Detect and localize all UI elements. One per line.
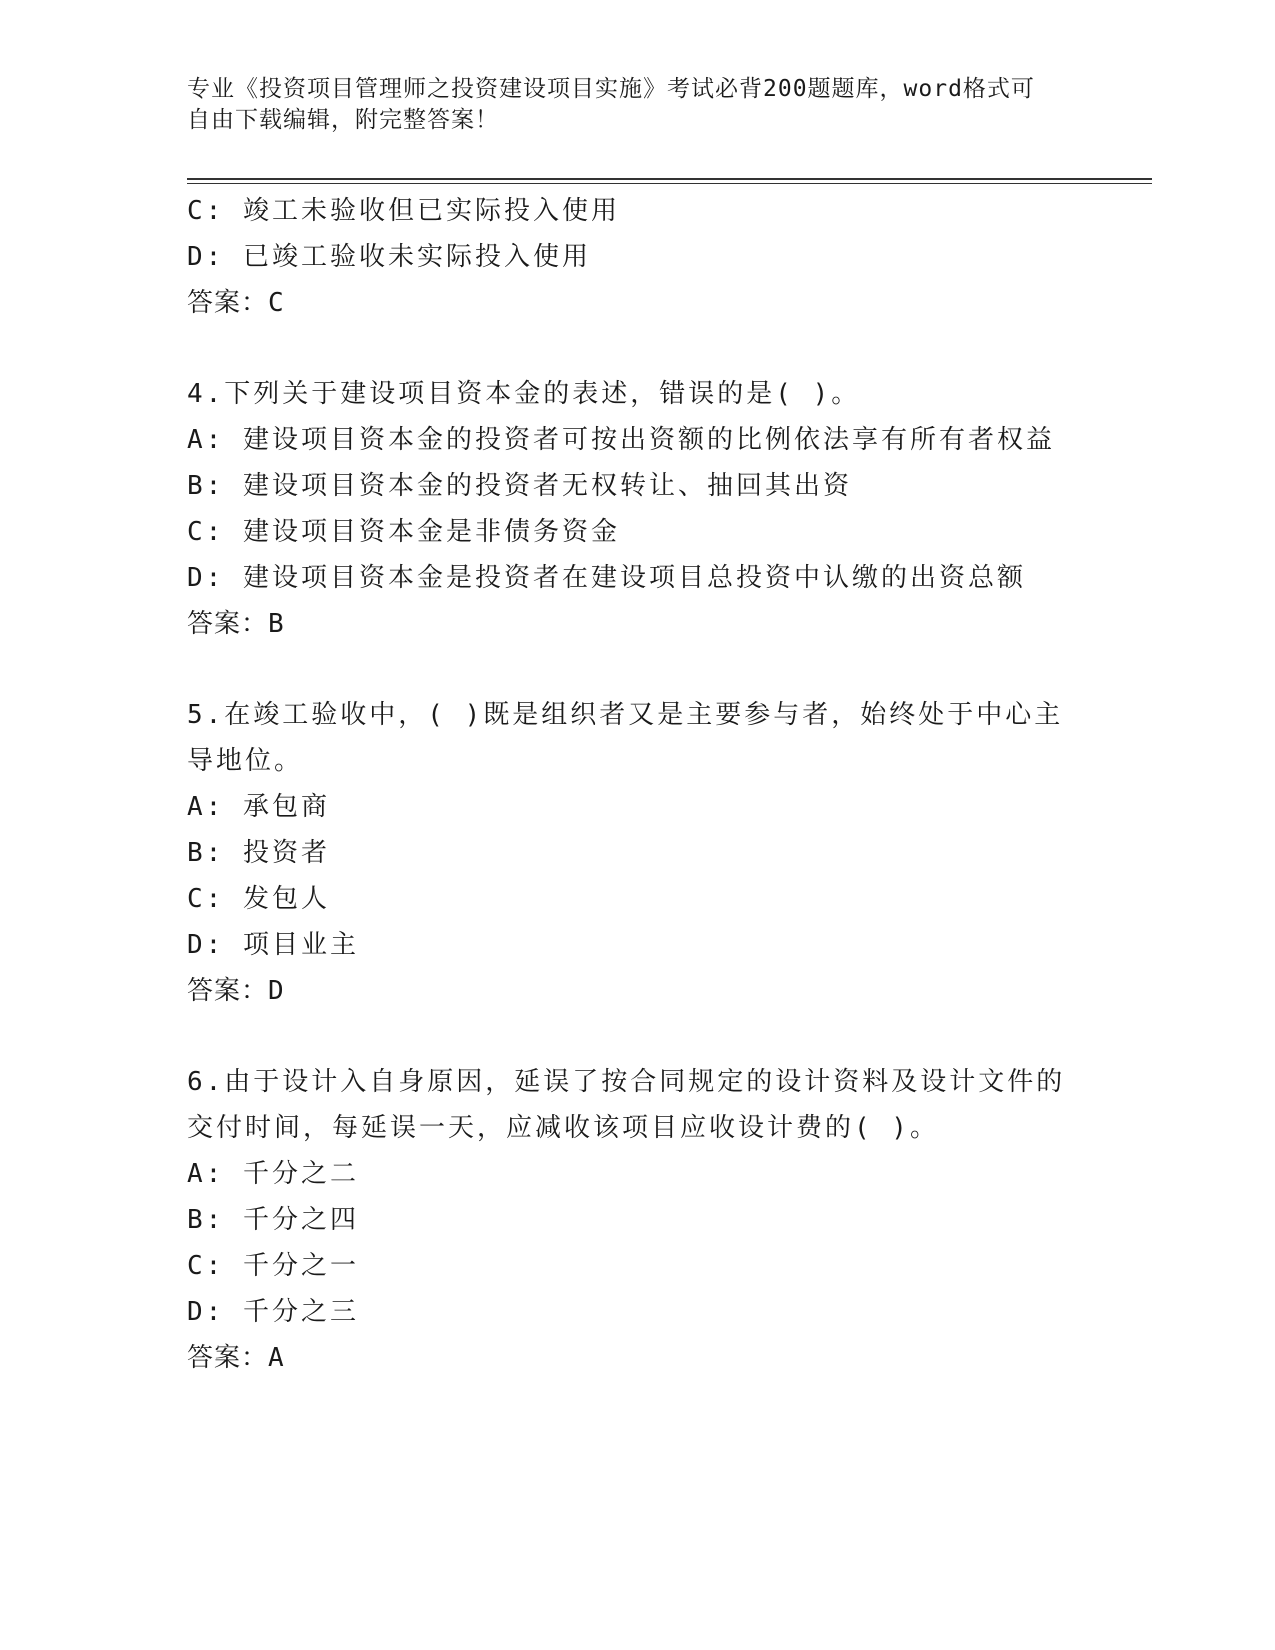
question-stem-line-1: 6.由于设计入自身原因，延误了按合同规定的设计资料及设计文件的 <box>187 1067 1066 1097</box>
option-a: A: 建设项目资本金的投资者可按出资额的比例依法享有所有者权益 <box>187 425 1055 455</box>
answer-line: 答案：D <box>187 976 285 1006</box>
question-list <box>187 188 1087 1381</box>
option-c: C: 千分之一 <box>187 1251 359 1281</box>
question-stem-line-2: 导地位。 <box>187 746 304 776</box>
option-b: B: 投资者 <box>187 838 330 868</box>
header-divider <box>187 178 1152 184</box>
question-5 <box>187 692 1087 1014</box>
option-a: A: 千分之二 <box>187 1159 359 1189</box>
question-3-tail <box>187 188 1087 326</box>
question-stem-line-2: 交付时间，每延误一天，应减收该项目应收设计费的( )。 <box>187 1113 939 1143</box>
header-title-line-2: 自由下载编辑，附完整答案！ <box>187 107 499 133</box>
answer-line: 答案：B <box>187 609 285 639</box>
option-d: D: 项目业主 <box>187 930 359 960</box>
page-header <box>187 74 1067 136</box>
option-a: A: 承包商 <box>187 792 330 822</box>
question-stem: 4.下列关于建设项目资本金的表述，错误的是( )。 <box>187 379 861 409</box>
option-c: C: 发包人 <box>187 884 330 914</box>
option-d: D: 建设项目资本金是投资者在建设项目总投资中认缴的出资总额 <box>187 563 1026 593</box>
question-4 <box>187 371 1087 647</box>
answer-line: 答案：C <box>187 288 285 318</box>
option-d: D: 已竣工验收未实际投入使用 <box>187 242 591 272</box>
question-stem-line-1: 5.在竣工验收中，( )既是组织者又是主要参与者，始终处于中心主 <box>187 700 1064 730</box>
question-6 <box>187 1059 1087 1381</box>
option-b: B: 千分之四 <box>187 1205 359 1235</box>
option-b: B: 建设项目资本金的投资者无权转让、抽回其出资 <box>187 471 852 501</box>
option-d: D: 千分之三 <box>187 1297 359 1327</box>
option-c: C: 竣工未验收但已实际投入使用 <box>187 196 620 226</box>
option-c: C: 建设项目资本金是非债务资金 <box>187 517 620 547</box>
header-title-line-1: 专业《投资项目管理师之投资建设项目实施》考试必背200题题库，word格式可 <box>187 76 1035 102</box>
answer-line: 答案：A <box>187 1343 285 1373</box>
